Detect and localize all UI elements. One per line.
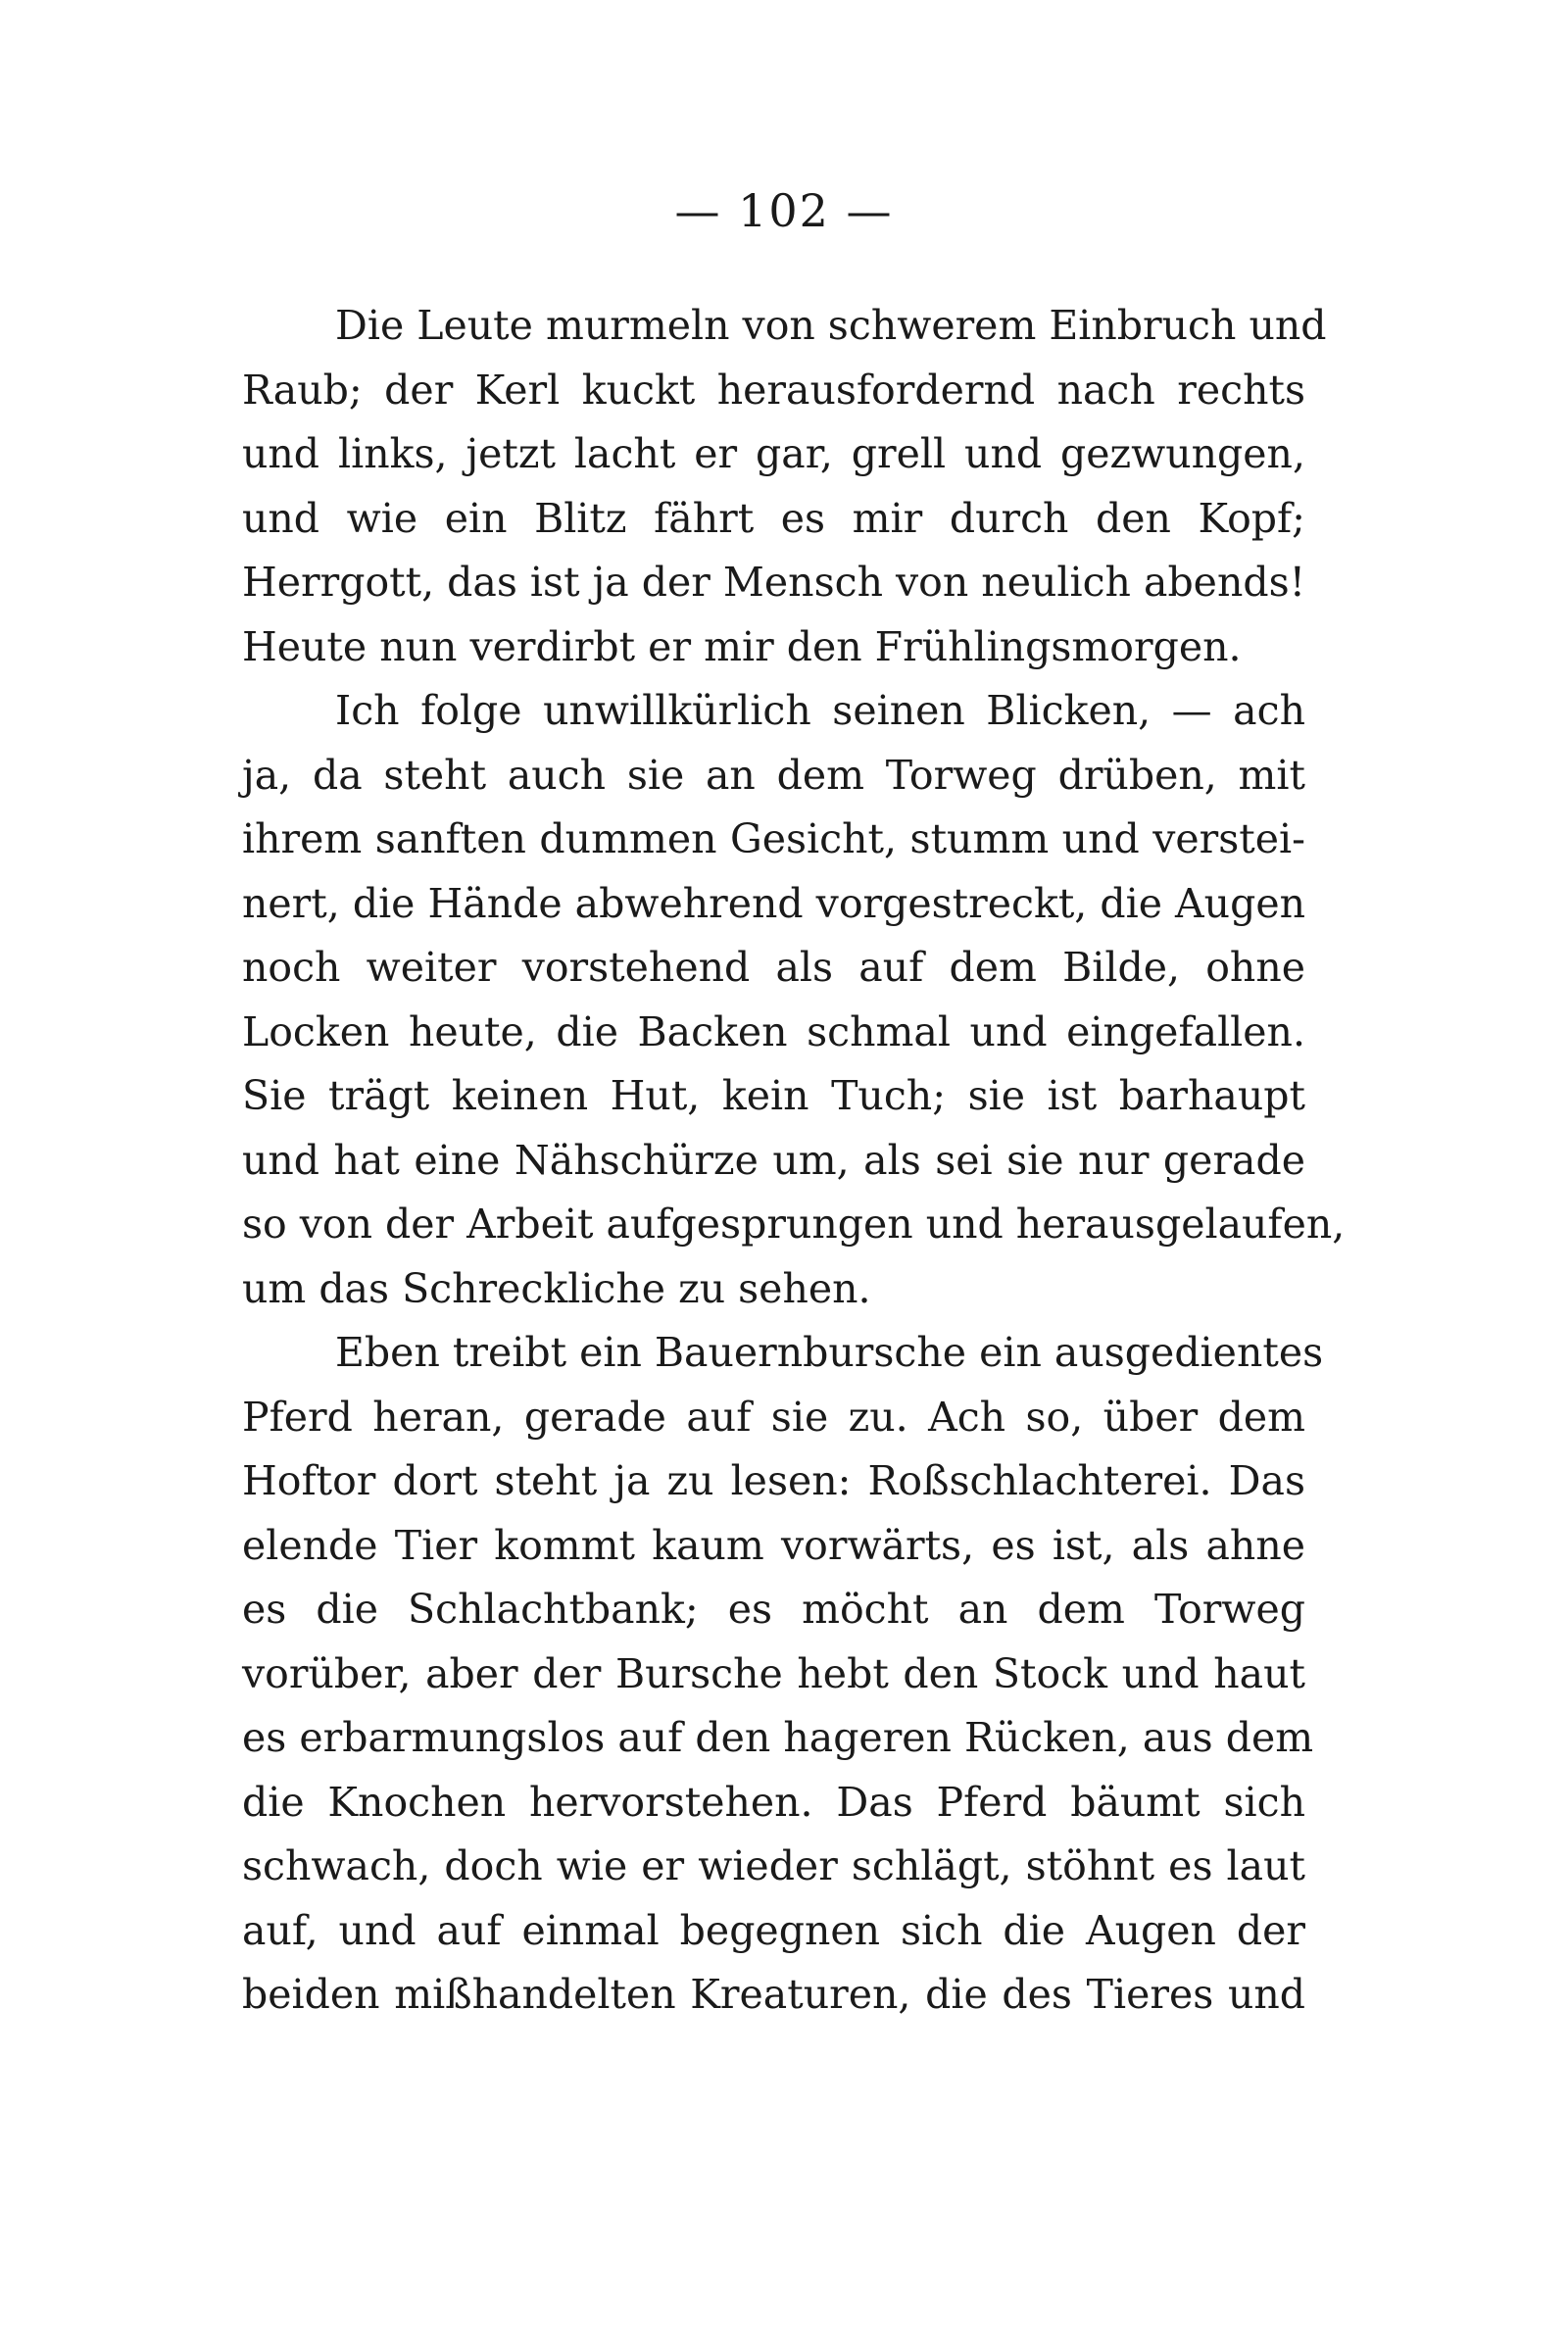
body-text — [242, 294, 1346, 2028]
text-line: elende Tier kommt kaum vorwärts, es ist, als ahne — [242, 1521, 1305, 1569]
text-line: beiden mißhandelten Kreaturen, die des Tieres und — [242, 1971, 1305, 2018]
page-number: — 102 — — [674, 184, 894, 237]
text-line: Hoftor dort steht ja zu lesen: Roßschlachterei. Das — [242, 1457, 1305, 1504]
text-line: Die Leute murmeln von schwerem Einbruch und — [335, 302, 1327, 349]
text-line: Heute nun verdirbt er mir den Frühlingsmorgen. — [242, 622, 1242, 670]
paragraph-2 — [242, 679, 1346, 1321]
text-line: so von der Arbeit aufgesprungen und herausgelaufen, — [242, 1200, 1346, 1248]
text-line: und hat eine Nähschürze um, als sei sie nur gerade — [242, 1136, 1305, 1184]
text-line: ja, da steht auch sie an dem Torweg drüben, mit — [242, 751, 1305, 799]
text-line: die Knochen hervorstehen. Das Pferd bäumt sich — [242, 1778, 1305, 1826]
text-line: Ich folge unwillkürlich seinen Blicken, — ach — [335, 687, 1305, 734]
text-line: um das Schreckliche zu sehen. — [242, 1264, 871, 1312]
text-line: Pferd heran, gerade auf sie zu. Ach so, über dem — [242, 1393, 1305, 1441]
text-line: Raub; der Kerl kuckt herausfordernd nach rechts — [242, 366, 1305, 414]
text-line: ihrem sanften dummen Gesicht, stumm und verstei- — [242, 815, 1305, 862]
text-line: noch weiter vorstehend als auf dem Bilde, ohne — [242, 944, 1305, 991]
text-line: Eben treibt ein Bauernbursche ein ausgedientes — [335, 1329, 1324, 1376]
text-line: es erbarmungslos auf den hageren Rücken, aus dem — [242, 1714, 1314, 1761]
text-line: es die Schlachtbank; es möcht an dem Torweg — [242, 1586, 1305, 1633]
text-line: auf, und auf einmal begegnen sich die Augen der — [242, 1906, 1305, 1954]
text-line: und wie ein Blitz fährt es mir durch den Kopf; — [242, 494, 1305, 542]
paragraph-3 — [242, 1321, 1324, 2028]
text-line: vorüber, aber der Bursche hebt den Stock und haut — [242, 1649, 1305, 1697]
text-line: Herrgott, das ist ja der Mensch von neulich abends! — [242, 559, 1306, 606]
text-line: Sie trägt keinen Hut, kein Tuch; sie ist barhaupt — [242, 1072, 1305, 1119]
text-line: schwach, doch wie er wieder schlägt, stöhnt es laut — [242, 1842, 1305, 1889]
paragraph-1 — [242, 294, 1327, 679]
text-line: Locken heute, die Backen schmal und eingefallen. — [242, 1007, 1305, 1055]
text-line: und links, jetzt lacht er gar, grell und gezwungen, — [242, 430, 1305, 477]
text-line: nert, die Hände abwehrend vorgestreckt, die Augen — [242, 879, 1305, 927]
